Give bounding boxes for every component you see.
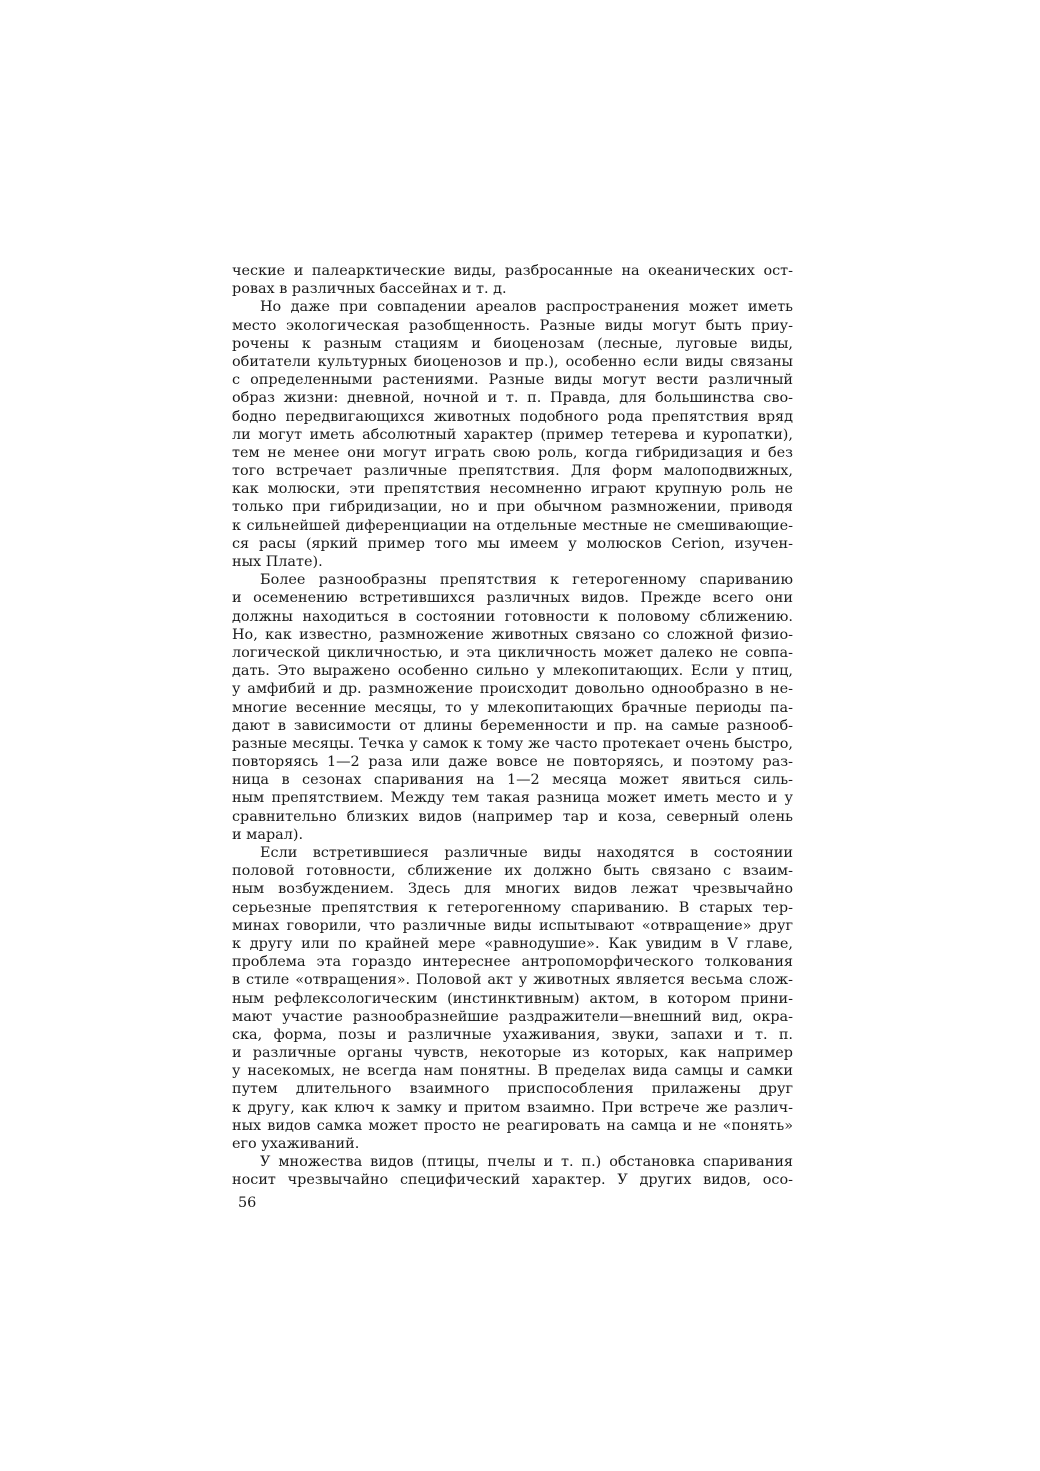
text-line: мают участие разнообразнейшие раздражители—внешний вид, окра- bbox=[232, 1008, 793, 1025]
text-line: ным возбуждением. Здесь для многих видов лежат чрезвычайно bbox=[232, 881, 793, 898]
text-line: рочены к разным стациям и биоценозам (лесные, луговые виды, bbox=[232, 335, 793, 352]
text-line: носит чрезвычайно специфический характер. У других видов, осо- bbox=[232, 1172, 793, 1189]
text-line: ся расы (яркий пример того мы имеем у молюсков Cerion, изучен- bbox=[232, 535, 793, 552]
page-number: 56 bbox=[238, 1195, 257, 1211]
text-line: Но, как известно, размножение животных связано со сложной физио- bbox=[232, 626, 793, 643]
text-line: дают в зависимости от длины беременности и пр. на самые разнооб- bbox=[232, 717, 793, 734]
text-line: логической цикличностью, и эта цикличность может далеко не совпа- bbox=[232, 644, 793, 661]
text-line: ных Плате). bbox=[232, 554, 323, 570]
text-line: место экологическая разобщенность. Разные виды могут быть приу- bbox=[232, 317, 793, 334]
text-line: разные месяцы. Течка у самок к тому же часто протекает очень быстро, bbox=[232, 735, 793, 752]
text-line: того встречает различные препятствия. Для форм малоподвижных, bbox=[232, 463, 793, 480]
text-line: сравнительно близких видов (например тар и коза, северный олень bbox=[232, 808, 793, 825]
text-line: в стиле «отвращения». Половой акт у животных является весьма слож- bbox=[232, 972, 793, 989]
text-line: как молюски, эти препятствия несомненно играют крупную роль не bbox=[232, 481, 793, 498]
text-line: и марал). bbox=[232, 826, 304, 843]
text-line: путем длительного взаимного приспособления прилажены друг bbox=[232, 1081, 793, 1098]
text-line: тем не менее они могут играть свою роль, когда гибридизация и без bbox=[232, 444, 793, 461]
text-line: обитатели культурных биоценозов и пр.), особенно если виды связаны bbox=[232, 353, 793, 370]
text-line: ли могут иметь абсолютный характер (пример тетерева и куропатки), bbox=[232, 426, 793, 443]
text-line: половой готовности, сближение их должно быть связано с взаим- bbox=[232, 863, 793, 880]
text-line: ница в сезонах спаривания на 1—2 месяца может явиться силь- bbox=[232, 772, 793, 789]
text-line: ным рефлексологическим (инстинктивным) актом, в котором прини- bbox=[232, 990, 793, 1007]
text-line: Если встретившиеся различные виды находятся в состоянии bbox=[260, 845, 793, 861]
text-line: Более разнообразны препятствия к гетерогенному спариванию bbox=[260, 572, 793, 589]
text-line: многие весенние месяцы, то у млекопитающих брачные периоды па- bbox=[232, 699, 793, 716]
text-line: у амфибий и др. размножение происходит довольно однообразно в не- bbox=[232, 681, 793, 698]
text-line: и осеменению встретившихся различных видов. Прежде всего они bbox=[232, 590, 793, 607]
text-line: Но даже при совпадении ареалов распространения может иметь bbox=[260, 299, 793, 316]
text-line: бодно передвигающихся животных подобного рода препятствия вряд bbox=[232, 408, 793, 425]
text-line: только при гибридизации, но и при обычном размножении, приводя bbox=[232, 499, 793, 516]
text-line: минах говорили, что различные виды испытывают «отвращение» друг bbox=[232, 917, 793, 934]
text-line: у насекомых, не всегда нам понятны. В пределах вида самцы и самки bbox=[232, 1063, 793, 1080]
text-line: ска, форма, позы и различные ухаживания, звуки, запахи и т. п. bbox=[232, 1026, 793, 1043]
text-line: и различные органы чувств, некоторые из которых, как например bbox=[232, 1045, 793, 1062]
text-line: должны находиться в состоянии готовности к половому сближению. bbox=[232, 608, 793, 625]
body-text bbox=[232, 262, 793, 1190]
text-line: У множества видов (птицы, пчелы и т. п.) обстановка спаривания bbox=[260, 1154, 793, 1171]
text-line: серьезные препятствия к гетерогенному спариванию. В старых тер- bbox=[232, 899, 793, 916]
text-line: к сильнейшей диференциации на отдельные местные не смешивающие- bbox=[232, 517, 793, 534]
text-line: ным препятствием. Между тем такая разница может иметь место и у bbox=[232, 790, 793, 807]
text-line: к другу, как ключ к замку и притом взаимно. При встрече же различ- bbox=[232, 1099, 793, 1116]
text-line: повторяясь 1—2 раза или даже вовсе не повторяясь, и поэтому раз- bbox=[232, 754, 793, 771]
text-line: ческие и палеарктические виды, разбросанные на океанических ост- bbox=[232, 263, 793, 279]
text-line: к другу или по крайней мере «равнодушие». Как увидим в V главе, bbox=[232, 935, 793, 952]
text-line: с определенными растениями. Разные виды могут вести различный bbox=[232, 372, 793, 389]
text-line: ных видов самка может просто не реагировать на самца и не «понять» bbox=[232, 1117, 793, 1134]
text-line: проблема эта гораздо интереснее антропоморфического толкования bbox=[232, 954, 793, 971]
text-line: его ухаживаний. bbox=[232, 1136, 360, 1152]
text-line: дать. Это выражено особенно сильно у млекопитающих. Если у птиц, bbox=[232, 663, 793, 680]
text-line: ровах в различных бассейнах и т. д. bbox=[232, 281, 507, 298]
text-line: образ жизни: дневной, ночной и т. п. Правда, для большинства сво- bbox=[232, 390, 793, 407]
